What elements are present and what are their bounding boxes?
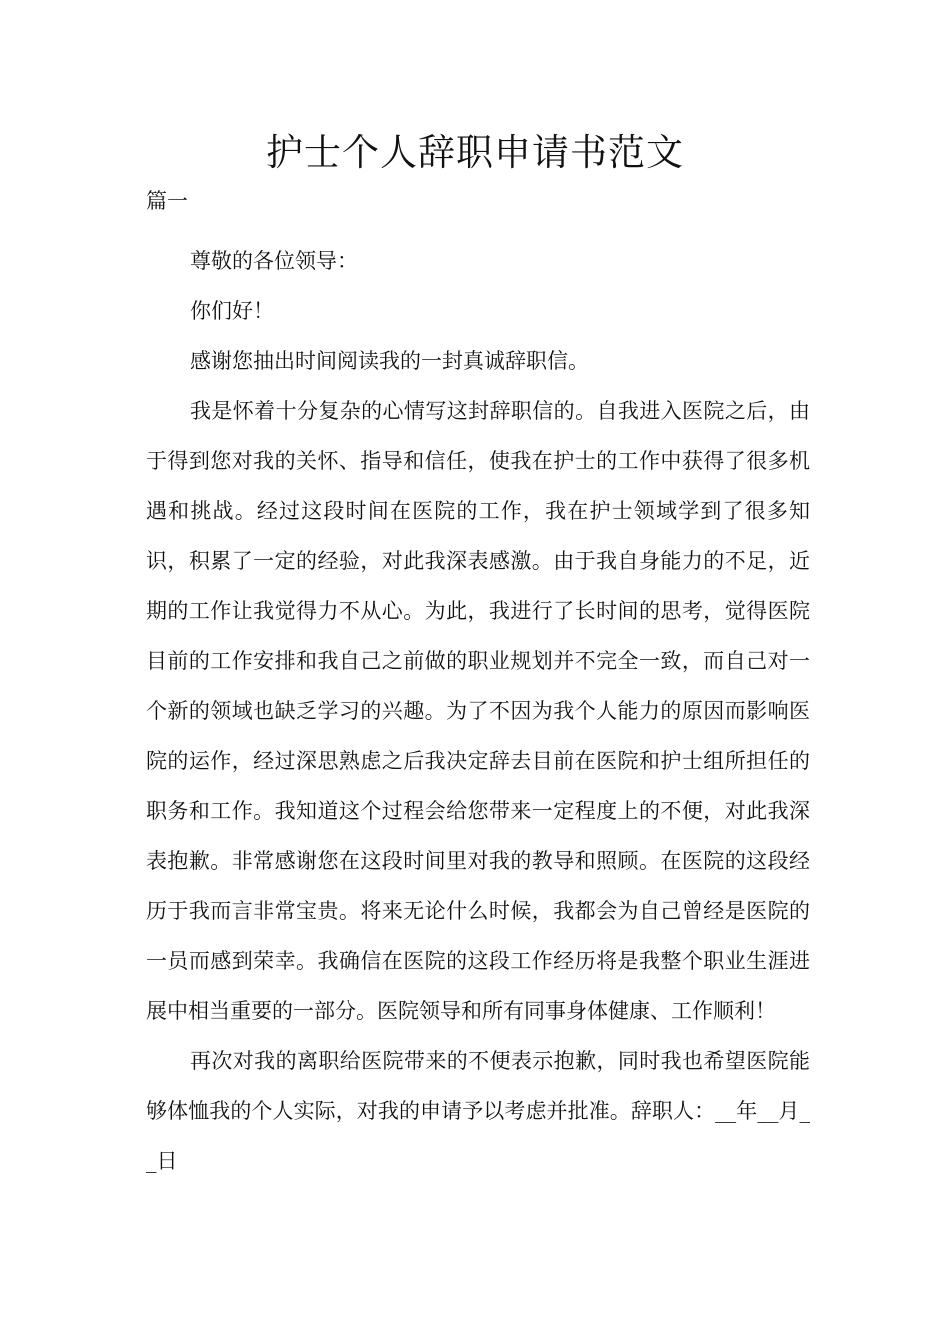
section-label: 篇一 xyxy=(146,189,188,213)
letter-body xyxy=(146,236,810,1186)
salutation: 尊敬的各位领导： xyxy=(190,249,358,273)
body-paragraph: 感谢您抽出时间阅读我的一封真诚辞职信。 xyxy=(190,349,589,373)
body-paragraph: 我是怀着十分复杂的心情写这封辞职信的。自我进入医院之后，由于得到您对我的关怀、指导和信任，使我在护士的工作中获得了很多机遇和挑战。经过这段时间在医院的工作，我在护士领域学到了很多知识，积累了一定的经验，对此我深表感激。由于我自身能力的不足，近期的工作让我觉得力不从心。为此，我进行了长时间的思考，觉得医院目前的工作安排和我自己之前做的职业规划并不完全一致，而自己对一个新的领域也缺乏学习的兴趣。为了不因为我个人能力的原因而影响医院的运作，经过深思熟虑之后我决定辞去目前在医院和护士组所担任的职务和工作。我知道这个过程会给您带来一定程度上的不便，对此我深表抱歉。非常感谢您在这段时间里对我的教导和照顾。在医院的这段经历于我而言非常宝贵。将来无论什么时候，我都会为自己曾经是医院的一员而感到荣幸。我确信在医院的这段工作经历将是我整个职业生涯进展中相当重要的一部分。医院领导和所有同事身体健康、工作顺利！ xyxy=(146,399,810,1023)
document-title: 护士个人辞职申请书范文 xyxy=(266,131,684,174)
greeting: 你们好！ xyxy=(190,299,274,323)
closing-paragraph: 再次对我的离职给医院带来的不便表示抱歉，同时我也希望医院能够体恤我的个人实际，对我的申请予以考虑并批准。辞职人：__年__月__日 xyxy=(146,1049,810,1173)
